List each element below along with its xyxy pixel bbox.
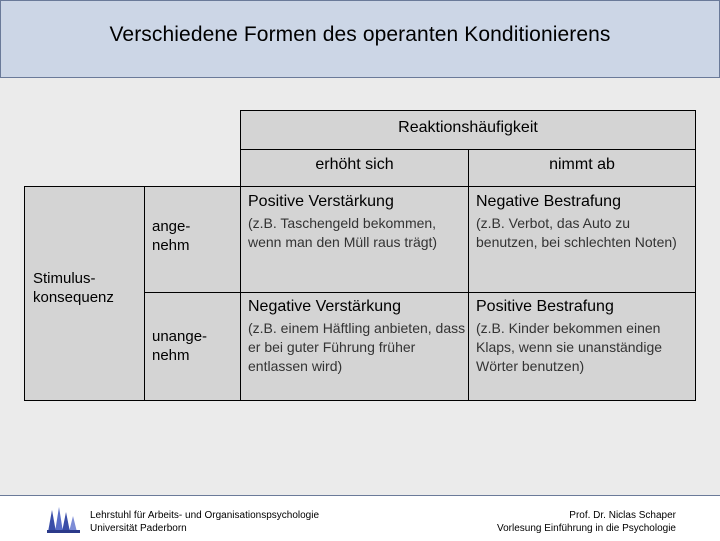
col-header-increase-label: erhöht sich	[315, 156, 394, 173]
cell-example: (z.B. Verbot, das Auto zu benutzen, bei schlechten Noten)	[476, 215, 677, 250]
row-group-header	[24, 186, 145, 401]
footer-lecture: Vorlesung Einführung in die Psychologie	[496, 523, 676, 534]
row-header-pleasant-label: ange- nehm	[152, 218, 191, 254]
footer-chair: Lehrstuhl für Arbeits- und Organisationspsychologie	[90, 510, 320, 521]
footer-university: Universität Paderborn	[90, 523, 187, 534]
cell-title: Negative Verstärkung	[248, 298, 401, 315]
footer-professor: Prof. Dr. Niclas Schaper	[569, 510, 676, 521]
footer	[0, 495, 720, 541]
cell-example: (z.B. Kinder bekommen einen Klaps, wenn sie unanständige Wörter benutzen)	[476, 320, 663, 374]
cell-positive-reinforcement	[240, 186, 469, 293]
col-header-decrease-label: nimmt ab	[549, 156, 615, 173]
cell-title: Positive Bestrafung	[476, 298, 614, 315]
row-header-unpleasant	[144, 292, 241, 401]
cell-example: (z.B. einem Häftling anbieten, dass er bei guter Führung früher entlassen wird)	[248, 320, 466, 374]
slide-title-bar	[0, 0, 720, 78]
cell-example: (z.B. Taschengeld bekommen, wenn man den Müll raus trägt)	[248, 215, 438, 250]
university-logo-icon	[46, 504, 82, 534]
col-header-decrease	[468, 149, 696, 187]
cell-negative-reinforcement	[240, 292, 469, 401]
column-group-label: Reaktionshäufigkeit	[398, 119, 538, 136]
cell-title: Positive Verstärkung	[248, 193, 394, 210]
row-header-unpleasant-label: unange- nehm	[152, 328, 208, 364]
column-group-header	[240, 110, 696, 150]
footer-right	[497, 509, 676, 535]
cell-title: Negative Bestrafung	[476, 193, 621, 210]
row-header-pleasant	[144, 186, 241, 293]
footer-left	[90, 509, 319, 535]
cell-negative-punishment	[468, 186, 696, 293]
cell-positive-punishment	[468, 292, 696, 401]
slide-title: Verschiedene Formen des operanten Konditionierens	[109, 23, 611, 46]
row-group-label: Stimulus- konsequenz	[33, 270, 114, 306]
col-header-increase	[240, 149, 469, 187]
